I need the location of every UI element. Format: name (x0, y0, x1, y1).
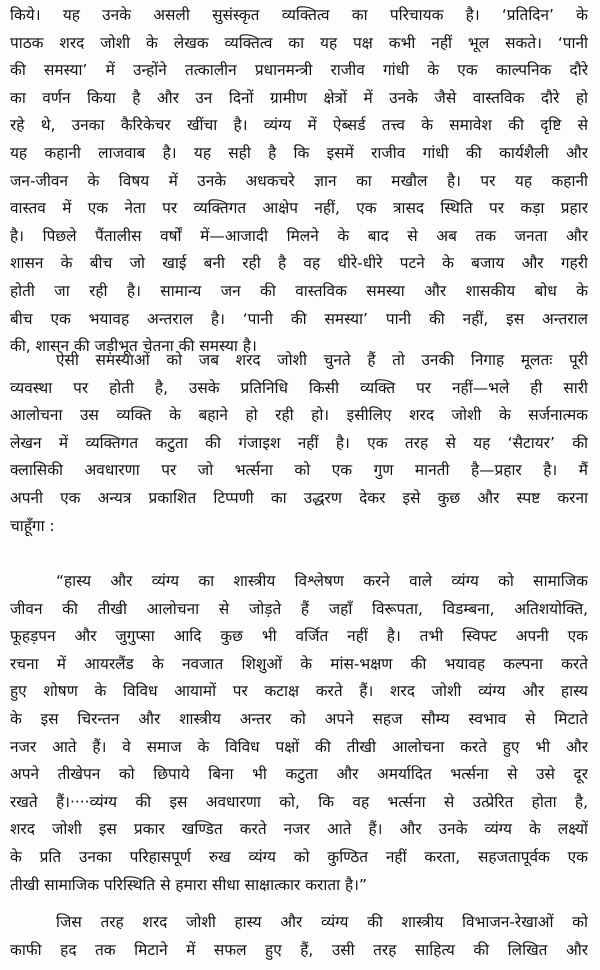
text-line: यह कहानी लाजवाब है। यह सही है कि इसमें राजीव गांधी की कार्यशैली और (10, 143, 588, 162)
text-line: “हास्य और व्यंग्य का शास्त्रीय विश्लेषण करने वाले व्यंग्य को सामाजिक (56, 572, 588, 590)
text-line: शरद जोशी इस प्रकार खण्डित करते नजर आते हैं। और उनके व्यंग्य के लक्ष्यों (10, 820, 588, 839)
text-line: फूहड़पन और जुगुप्सा आदि कुछ भी वर्जित नहीं है। तभी स्विफ्ट अपनी एक (10, 627, 588, 646)
text-line: रखते हैं।····व्यंग्य की इस अवधारणा को, कि वह भर्त्सना से उत्प्रेरित होता है, (10, 792, 588, 811)
paragraph-2 (10, 347, 588, 540)
text-line: जीवन की तीखी आलोचना से जोड़ते हैं जहाँ विरूपता, विडम्बना, अतिशयोक्ति, (10, 599, 588, 618)
text-line: के इस चिरन्तन और शास्त्रीय अन्तर को अपने सहज सौम्य स्वभाव से मिटाते (10, 709, 588, 728)
text-line: हुए शोषण के विविध आयामों पर कटाक्ष करते हैं। शरद जोशी व्यंग्य और हास्य (10, 682, 588, 701)
text-line: के प्रति उनका परिहासपूर्ण रुख व्यंग्य को कुण्ठित नहीं करता, सहजतापूर्वक एक (10, 847, 588, 866)
text-line: काफी हद तक मिटाने में सफल हुए हैं, उसी तरह साहित्य की लिखित और (10, 940, 588, 959)
paragraph-3 (10, 909, 588, 964)
text-line: शासन के बीच जो खाई बनी रही है वह धीरे-धीरे पटने के बजाय और गहरी (10, 254, 588, 273)
text-line: ऐसी समस्याओं को जब शरद जोशी चुनते हैं तो उनकी निगाह मूलतः पूरी (56, 351, 588, 369)
text-line: क्लासिकी अवधारणा पर जो भर्त्सना को एक गुण मानती है—प्रहार है। मैं (10, 461, 588, 480)
paragraph-1 (10, 2, 588, 361)
text-line: नजर आते हैं। वे समाज के विविध पक्षों की तीखी आलोचना करते हुए भी और (10, 737, 588, 756)
text-line: होती जा रही है। सामान्य जन की वास्तविक समस्या और शासकीय बोध के (10, 281, 588, 300)
text-line: रचना में आयरलैंड के नवजात शिशुओं के मांस-भक्षण की भयावह कल्पना करते (10, 654, 588, 673)
block-quote (10, 568, 588, 899)
text-line: जन-जीवन के विषय में उनके अधकचरे ज्ञान का मखौल है। पर यह कहानी (10, 171, 588, 190)
text-line: है। पिछले पैंतालीस वर्षों में—आजादी मिलने के बाद से अब तक जनता और (10, 226, 588, 245)
text-line: किये। यह उनके असली सुसंस्कृत व्यक्तित्व का परिचायक है। ‘प्रतिदिन’ के (10, 6, 588, 24)
text-line: रहे थे, उनका कैरिकेचर खींचा है। व्यंग्य में ऐब्सर्ड तत्त्व के समावेश की दृष्टि से (10, 116, 588, 135)
text-line: आलोचना उस व्यक्ति के बहाने हो रही हो। इसीलिए शरद जोशी के सर्जनात्मक (10, 406, 588, 425)
text-line: अपनी एक अन्यत्र प्रकाशित टिप्पणी का उद्धरण देकर इसे कुछ और स्पष्ट करना (10, 488, 588, 507)
text-line: व्यवस्था पर होती है, उसके प्रतिनिधि किसी व्यक्ति पर नहीं—भले ही सारी (10, 378, 588, 397)
text-line: तीखी सामाजिक परिस्थिति से हमारा सीधा साक्षात्कार कराता है।” (10, 875, 367, 894)
text-line: जिस तरह शरद जोशी हास्य और व्यंग्य की शास्त्रीय विभाजन-रेखाओं को (56, 913, 588, 931)
text-line: चाहूँगा : (10, 516, 55, 535)
text-line: बीच एक भयावह अन्तराल है। ‘पानी की समस्या’ पानी की नहीं, इस अन्तराल (10, 309, 588, 328)
text-line: वास्तव में एक नेता पर व्यक्तिगत आक्षेप नहीं, एक त्रासद स्थिति पर कड़ा प्रहार (10, 199, 588, 218)
text-line: की समस्या’ में उन्होंने तत्कालीन प्रधानमन्त्री राजीव गांधी के एक काल्पनिक दौरे (10, 61, 588, 80)
text-line: लेखन में व्यक्तिगत कटुता की गंजाइश नहीं है। एक तरह से यह ‘सैटायर’ की (10, 433, 588, 452)
text-line: की, शासन की जड़ीभूत चेतना की समस्या है। (10, 337, 257, 356)
text-line: पाठक शरद जोशी के लेखक व्यक्तित्व का यह पक्ष कभी नहीं भूल सकते। ‘पानी (10, 33, 588, 52)
text-line: अपने तीखेपन को छिपाये बिना भी कटुता और अमर्यादित भर्त्सना से उसे दूर (10, 765, 588, 784)
text-line: का वर्णन किया है और उन दिनों ग्रामीण क्षेत्रों में उनके जैसे वास्तविक दौरे हो (10, 88, 588, 107)
